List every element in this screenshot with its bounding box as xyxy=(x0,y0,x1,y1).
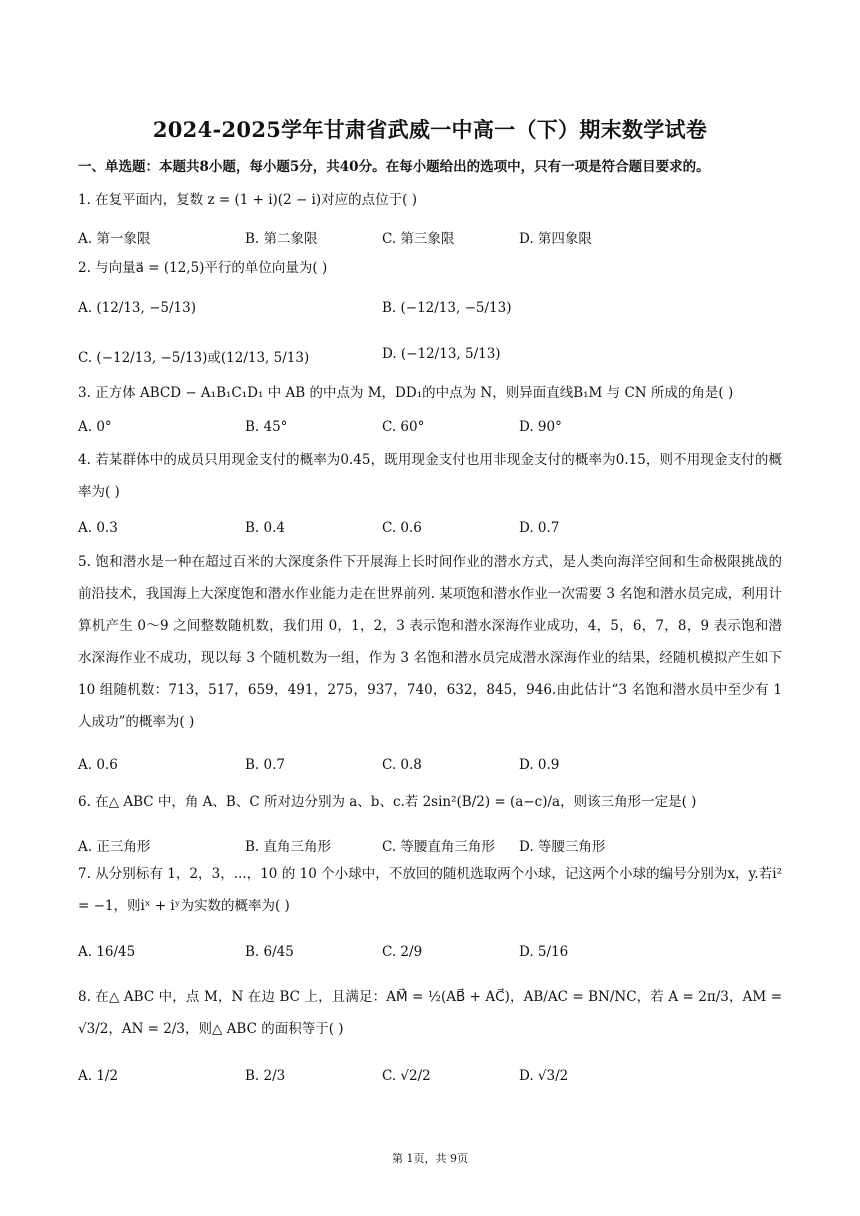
question-7-option-c: C. 2/9 xyxy=(382,944,423,960)
question-5-option-d: D. 0.9 xyxy=(519,757,560,773)
page-footer: 第 1页，共 9页 xyxy=(392,1152,468,1165)
question-7-option-d: D. 5/16 xyxy=(519,944,569,960)
question-3-option-d: D. 90° xyxy=(519,419,562,435)
question-8-option-d: D. √3/2 xyxy=(519,1068,569,1084)
question-7-option-a: A. 16/45 xyxy=(78,944,136,960)
question-5-option-a: A. 0.6 xyxy=(78,757,118,773)
question-8-stem: 8. 在△ ABC 中，点 M，N 在边 BC 上，且满足：AM⃗ = ½(AB⃗ + AC⃗)，AB/AC = BN/NC，若 A = 2π/3，AM = √3/2，AN = 2/3，则△ ABC 的面积等于( ) xyxy=(78,989,782,1037)
question-6-option-d: D. 等腰三角形 xyxy=(519,839,606,855)
question-7-stem: 7. 从分别标有 1，2，3，...，10 的 10 个小球中，不放回的随机选取两个小球，记这两个小球的编号分别为x，y.若i² = −1，则iˣ + iʸ为实数的概率为( ) xyxy=(78,866,782,914)
question-3-option-a: A. 0° xyxy=(78,419,112,435)
question-6-option-c: C. 等腰直角三角形 xyxy=(382,839,495,855)
question-8-option-b: B. 2/3 xyxy=(245,1068,286,1084)
question-2-option-b: B. (−12/13, −5/13) xyxy=(382,300,512,316)
question-5-option-b: B. 0.7 xyxy=(245,757,285,773)
question-4-option-d: D. 0.7 xyxy=(519,520,560,536)
question-5-stem: 5. 饱和潜水是一种在超过百米的大深度条件下开展海上长时间作业的潜水方式，是人类向海洋空间和生命极限挑战的前沿技术，我国海上大深度饱和潜水作业能力走在世界前列. 某项饱和潜水作业一次需要 3 名饱和潜水员完成，利用计算机产生 0～9 之间整数随机数，我们用 0，1，2，3 表示饱和潜水深海作业成功，4，5，6，7，8，9 表示饱和潜水深海作业不成功，现以每 3 个随机数为一组，作为 3 名饱和潜水员完成潜水深海作业的结果，经随机模拟产生如下 10 组随机数：713，517，659，491，275，937，740，632，845，946.由此估计“3 名饱和潜水员中至少有 1 人成功”的概率为( ) xyxy=(78,554,782,730)
question-3-option-b: B. 45° xyxy=(245,419,288,435)
question-1-option-c: C. 第三象限 xyxy=(382,231,455,247)
question-8-option-c: C. √2/2 xyxy=(382,1068,431,1084)
question-6-stem: 6. 在△ ABC 中，角 A、B、C 所对边分别为 a、b、c.若 2sin²(B/2) = (a−c)/a，则该三角形一定是( ) xyxy=(78,794,697,810)
question-1-option-d: D. 第四象限 xyxy=(519,231,592,247)
question-2-stem: 2. 与向量a⃗ = (12,5)平行的单位向量为( ) xyxy=(78,260,328,276)
question-4-stem: 4. 若某群体中的成员只用现金支付的概率为0.45，既用现金支付也用非现金支付的概率为0.15，则不用现金支付的概率为( ) xyxy=(78,452,782,500)
page-title: 2024-2025学年甘肃省武威一中高一（下）期末数学试卷 xyxy=(152,117,708,142)
question-2-option-a: A. (12/13, −5/13) xyxy=(78,300,196,316)
question-6-option-a: A. 正三角形 xyxy=(78,839,151,855)
question-8-option-a: A. 1/2 xyxy=(78,1068,119,1084)
question-2-option-c: C. (−12/13, −5/13)或(12/13, 5/13) xyxy=(78,350,310,366)
section-heading: 一、单选题：本题共8小题，每小题5分，共40分。在每小题给出的选项中，只有一项是符合题目要求的。 xyxy=(78,159,710,175)
question-1-option-b: B. 第二象限 xyxy=(245,231,318,247)
question-2-option-d: D. (−12/13, 5/13) xyxy=(382,346,501,362)
question-5-option-c: C. 0.8 xyxy=(382,757,422,773)
question-7-option-b: B. 6/45 xyxy=(245,944,294,960)
question-4-option-b: B. 0.4 xyxy=(245,520,285,536)
question-1-stem: 1. 在复平面内，复数 z = (1 + i)(2 − i)对应的点位于( ) xyxy=(78,192,417,208)
question-4-option-c: C. 0.6 xyxy=(382,520,422,536)
question-6-option-b: B. 直角三角形 xyxy=(245,839,332,855)
question-1-option-a: A. 第一象限 xyxy=(78,231,151,247)
question-3-option-c: C. 60° xyxy=(382,419,425,435)
question-3-stem: 3. 正方体 ABCD − A₁B₁C₁D₁ 中 AB 的中点为 M，DD₁的中点为 N，则异面直线B₁M 与 CN 所成的角是( ) xyxy=(78,385,734,401)
question-4-option-a: A. 0.3 xyxy=(78,520,118,536)
